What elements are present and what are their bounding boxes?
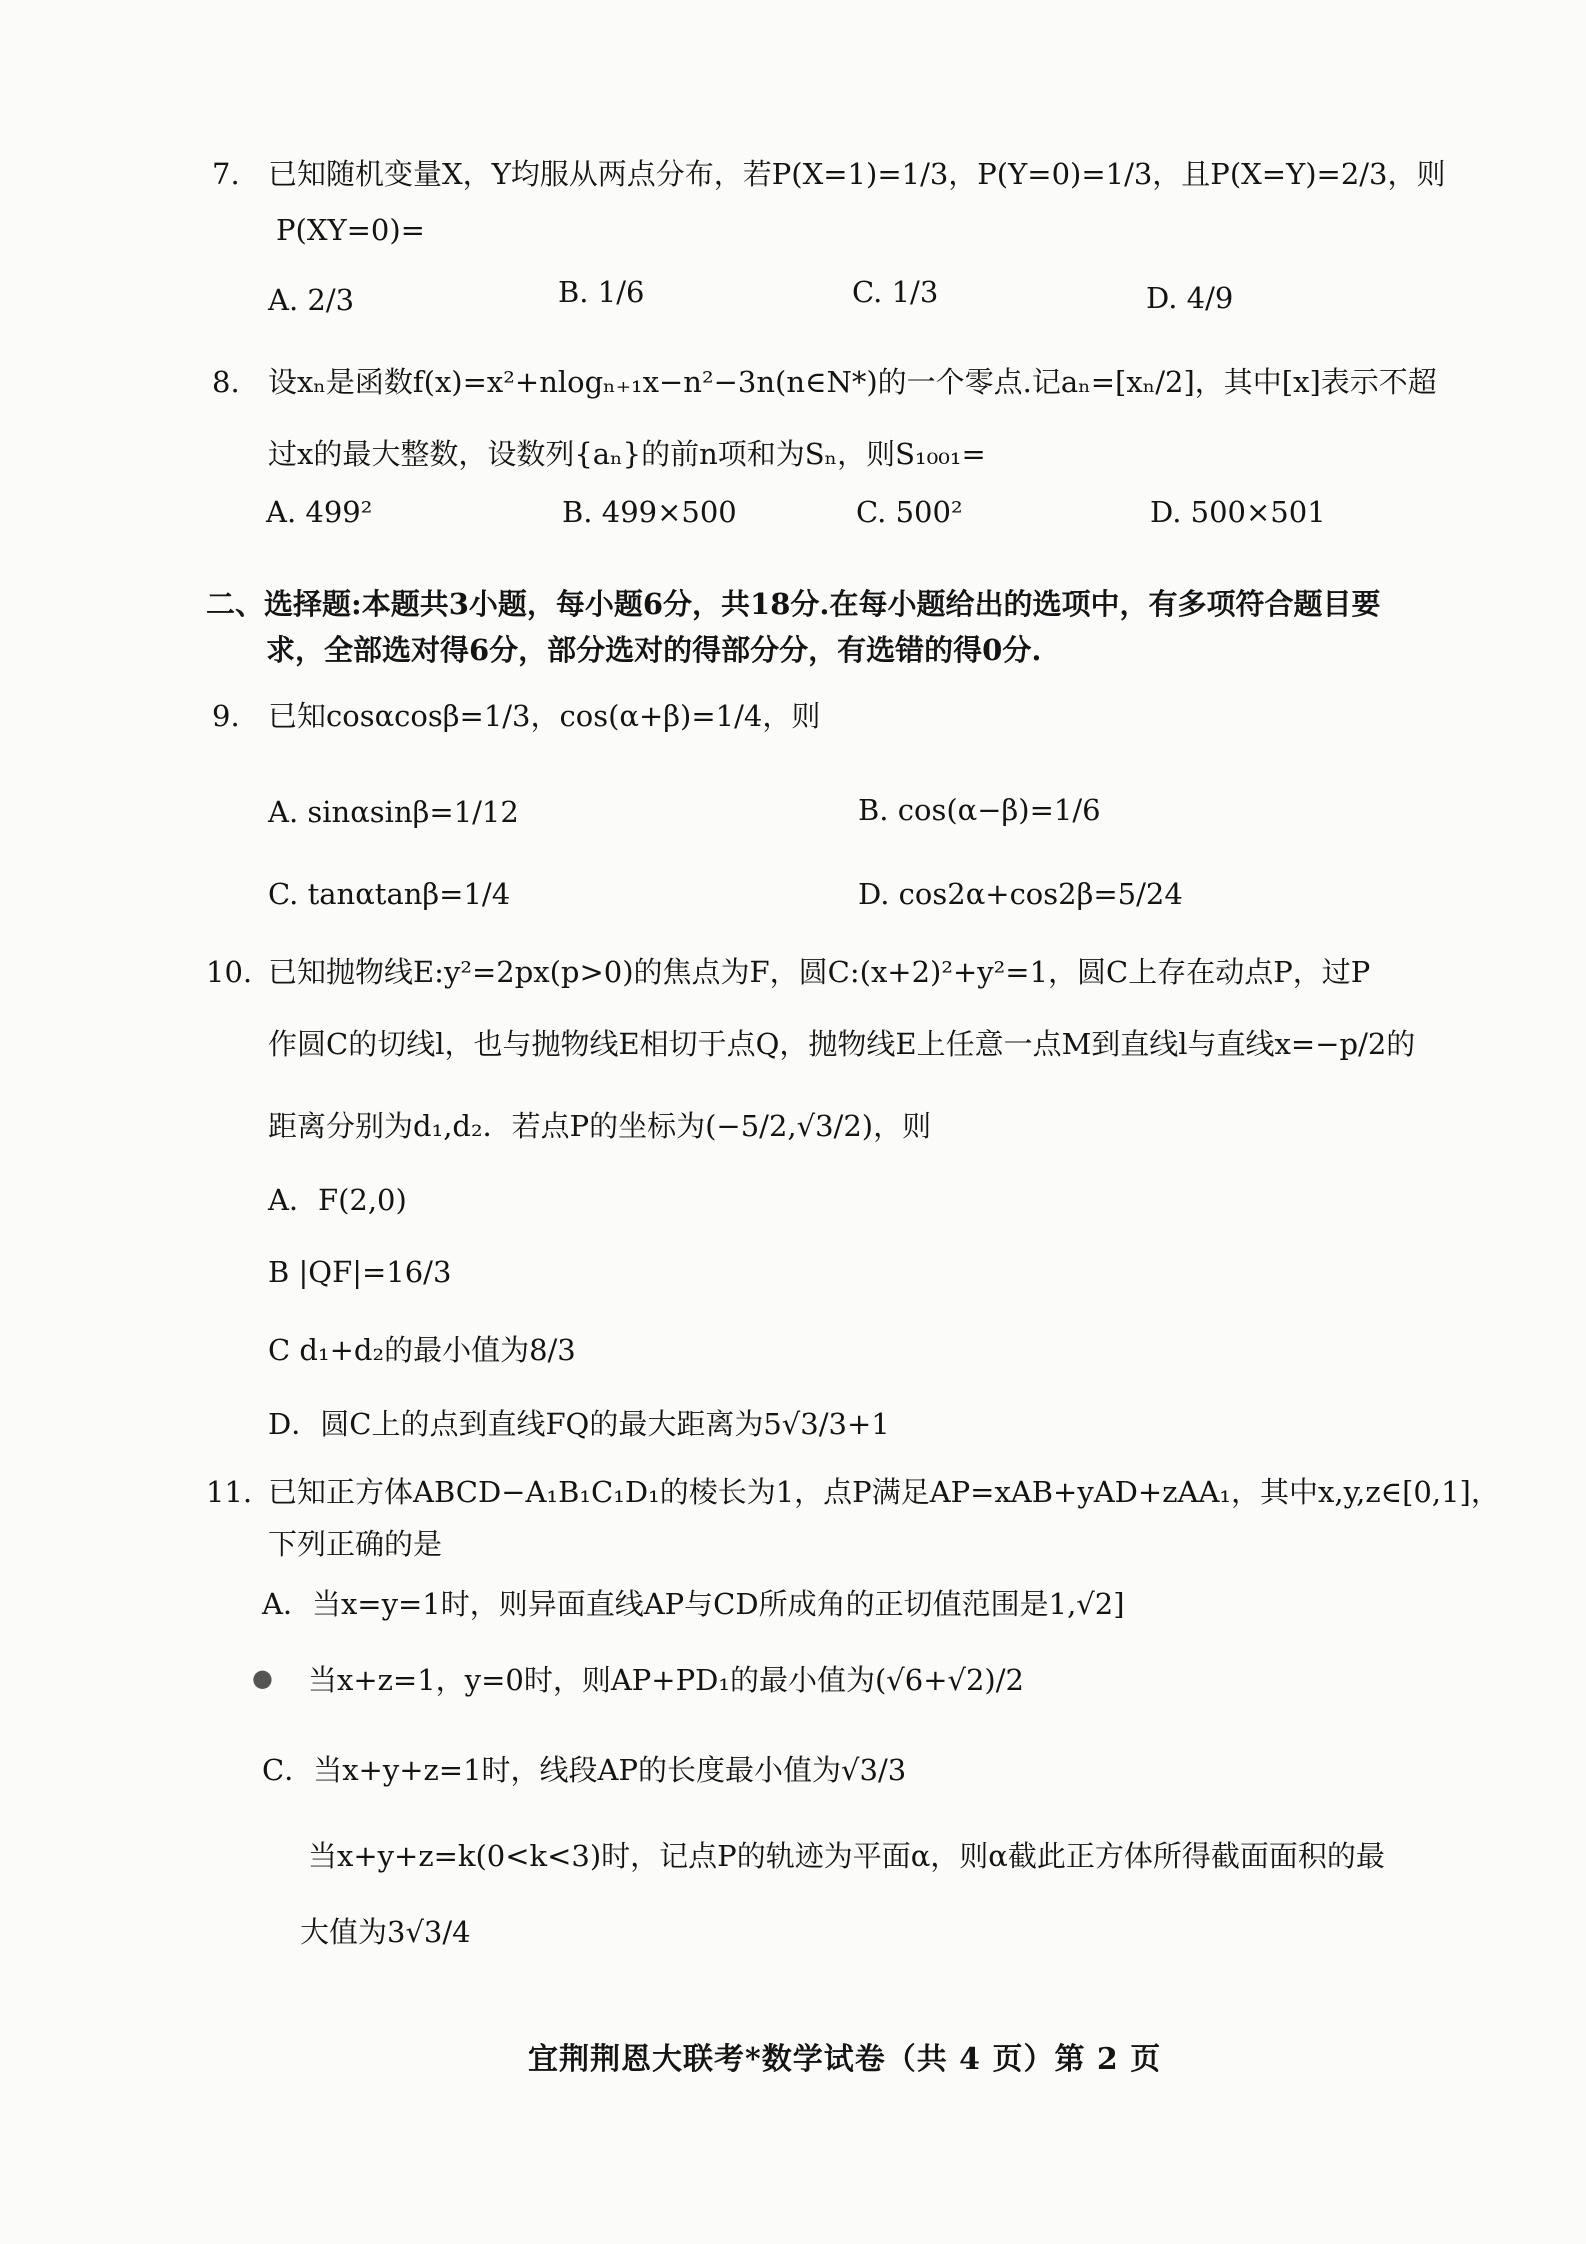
question-11-option-b: 当x+z=1，y=0时，则AP+PD₁的最小值为(√6+√2)/2 [308, 1663, 1024, 1697]
question-8-number: 8. [212, 365, 240, 399]
question-9-option-c: C. tanαtanβ=1/4 [268, 877, 511, 911]
question-8-option-d: D. 500×501 [1150, 495, 1326, 529]
question-7-option-a: A. 2/3 [268, 283, 355, 317]
smudge-mark: ● [252, 1664, 273, 1692]
question-9-stem: 已知cosαcosβ=1/3，cos(α+β)=1/4，则 [268, 699, 821, 733]
question-11-option-a: A．当x=y=1时，则异面直线AP与CD所成角的正切值范围是1,√2] [262, 1587, 1125, 1621]
question-7-stem-line2: P(XY=0)= [276, 213, 425, 247]
question-10-stem-line2: 作圆C的切线l，也与抛物线E相切于点Q，抛物线E上任意一点M到直线l与直线x=−p/2的 [268, 1027, 1416, 1061]
question-10-number: 10. [206, 955, 253, 989]
question-10-option-d: D．圆C上的点到直线FQ的最大距离为5√3/3+1 [268, 1407, 890, 1441]
question-8-stem-line1: 设xₙ是函数f(x)=x²+nlogₙ₊₁x−n²−3n(n∈N*)的一个零点.记aₙ=[xₙ/2]，其中[x]表示不超 [268, 365, 1437, 399]
page-footer: 宜荆荆恩大联考*数学试卷（共 4 页）第 2 页 [528, 2042, 1162, 2077]
question-10-option-a: A．F(2,0) [268, 1183, 407, 1217]
question-11-stem-line2: 下列正确的是 [268, 1527, 443, 1561]
question-7-option-b: B. 1/6 [558, 275, 645, 309]
question-8-option-a: A. 499² [266, 495, 373, 529]
question-11-stem-line1: 已知正方体ABCD−A₁B₁C₁D₁的棱长为1，点P满足AP=xAB+yAD+zAA₁，其中x,y,z∈[0,1]， [268, 1475, 1500, 1509]
question-8-option-b: B. 499×500 [562, 495, 737, 529]
question-10-option-b: B |QF|=16/3 [268, 1255, 452, 1289]
question-9-option-a: A. sinαsinβ=1/12 [268, 795, 519, 829]
question-7-number: 7. [212, 157, 240, 191]
question-9-option-d: D. cos2α+cos2β=5/24 [858, 877, 1183, 911]
question-11-option-d-line2: 大值为3√3/4 [300, 1915, 471, 1949]
question-11-option-c: C．当x+y+z=1时，线段AP的长度最小值为√3/3 [262, 1753, 907, 1787]
question-9-option-b: B. cos(α−β)=1/6 [858, 793, 1101, 827]
section-2-heading-line1: 二、选择题:本题共3小题，每小题6分，共18分.在每小题给出的选项中，有多项符合题目要 [206, 587, 1381, 621]
question-10-option-c: C d₁+d₂的最小值为8/3 [268, 1333, 576, 1367]
question-11-number: 11. [206, 1475, 253, 1509]
question-7-option-d: D. 4/9 [1146, 281, 1234, 315]
question-8-option-c: C. 500² [856, 495, 963, 529]
question-8-stem-line2: 过x的最大整数，设数列{aₙ}的前n项和为Sₙ，则S₁₀₀₁= [268, 437, 986, 471]
question-11-option-d-line1: 当x+y+z=k(0<k<3)时，记点P的轨迹为平面α，则α截此正方体所得截面面积的最 [308, 1839, 1385, 1873]
question-7-option-c: C. 1/3 [852, 275, 939, 309]
section-2-heading-line2: 求，全部选对得6分，部分选对的得部分分，有选错的得0分. [266, 633, 1042, 667]
question-9-number: 9. [212, 699, 240, 733]
question-7-stem-line1: 已知随机变量X，Y均服从两点分布，若P(X=1)=1/3，P(Y=0)=1/3，且P(X=Y)=2/3，则 [268, 157, 1446, 191]
question-10-stem-line1: 已知抛物线E:y²=2px(p>0)的焦点为F，圆C:(x+2)²+y²=1，圆C上存在动点P，过P [268, 955, 1371, 989]
question-10-stem-line3: 距离分别为d₁,d₂．若点P的坐标为(−5/2,√3/2)，则 [268, 1109, 932, 1143]
